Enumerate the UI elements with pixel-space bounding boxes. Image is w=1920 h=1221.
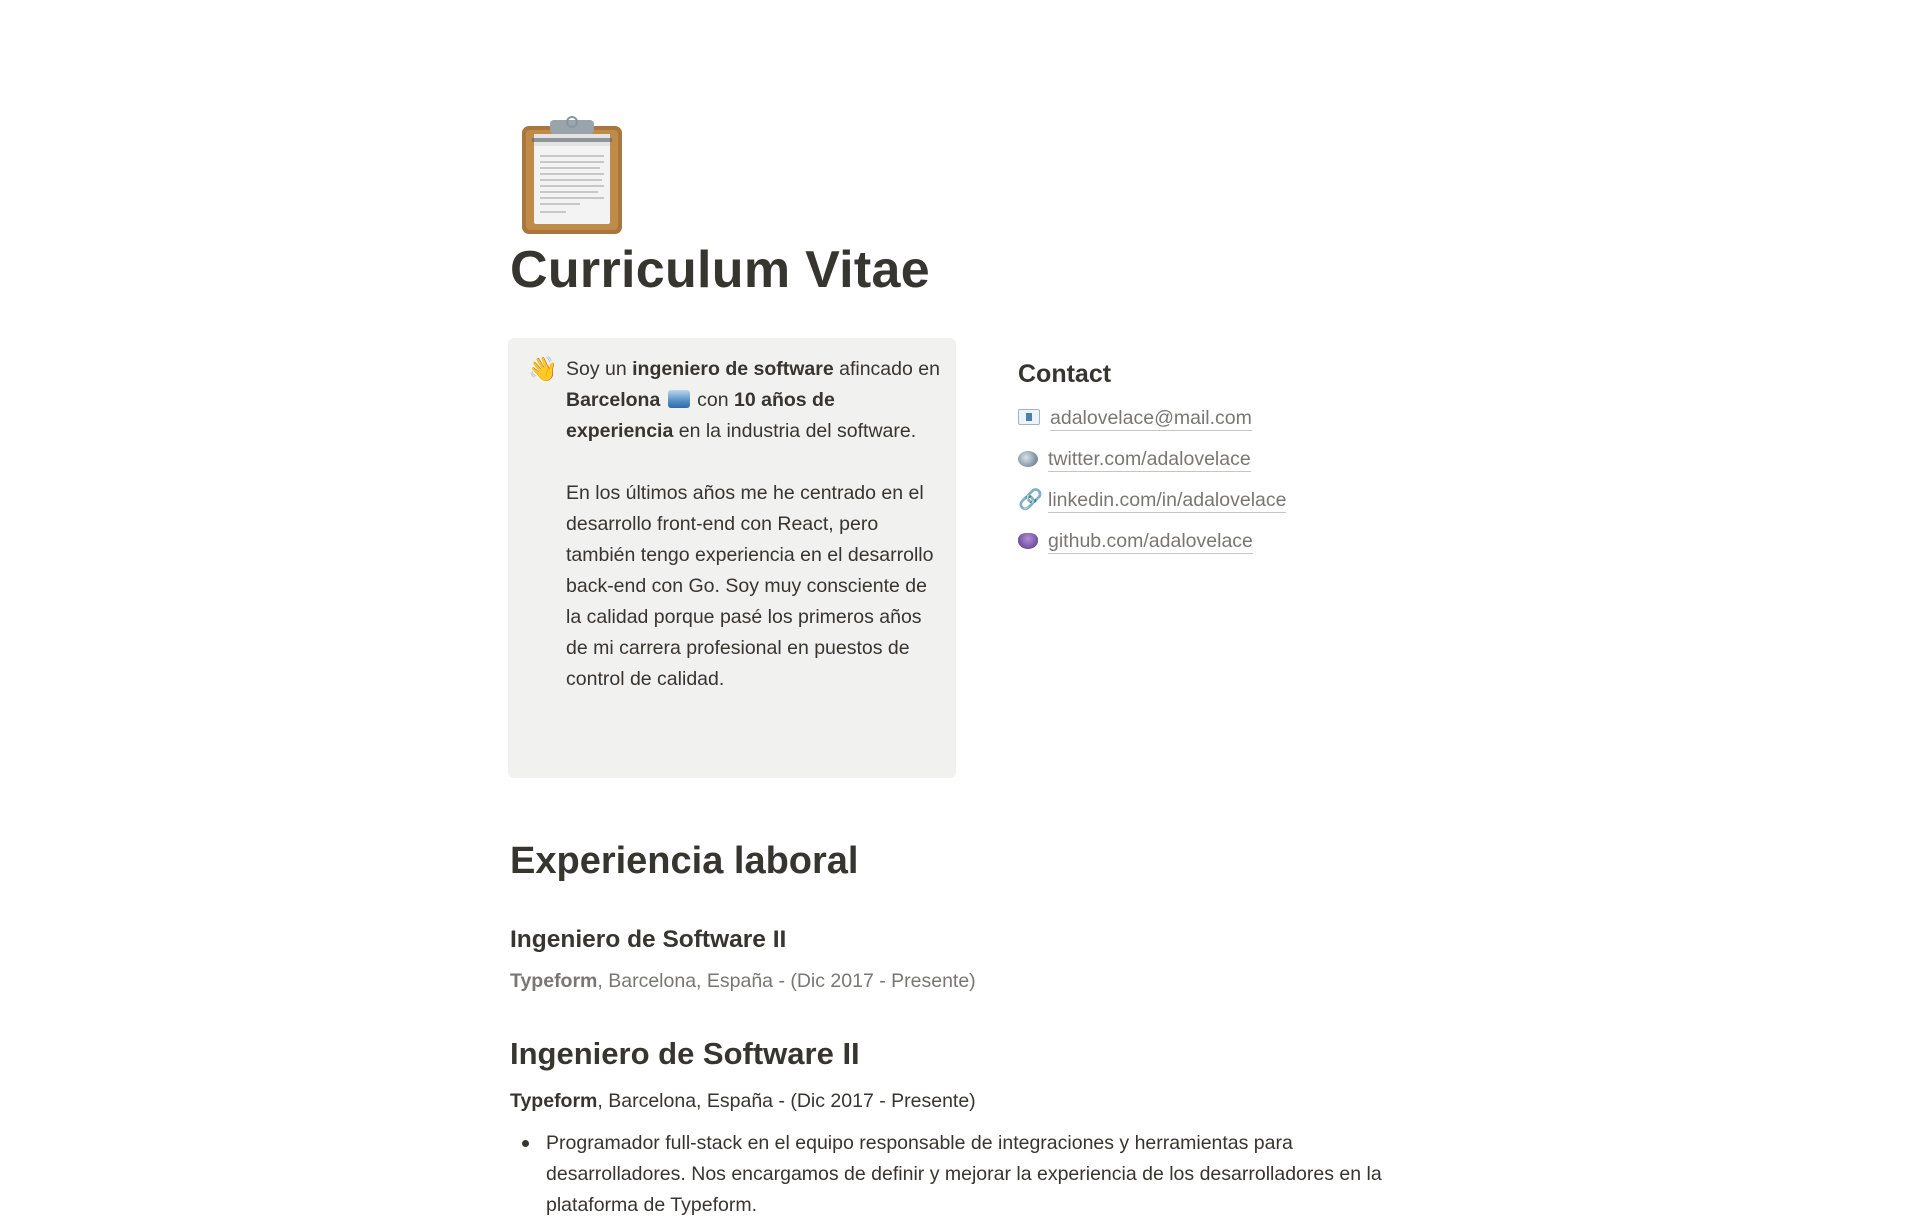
intro-text-3: con [691, 389, 734, 411]
job-details-1: , Barcelona, España - (Dic 2017 - Presente) [597, 970, 976, 992]
page-title[interactable]: Curriculum Vitae [510, 241, 930, 299]
list-item[interactable]: Programador full-stack en el equipo responsable de integraciones y herramientas para desarrolladores. Nos encargamos de definir y mejorar la experiencia de los desarrolladores en la plataforma de Typeform. [510, 1128, 1410, 1221]
contact-section [1018, 360, 1438, 565]
job-title-2[interactable]: Ingeniero de Software II [510, 1036, 860, 1071]
job-details-2: , Barcelona, España - (Dic 2017 - Presente) [597, 1090, 976, 1112]
job-company-2: Typeform [510, 1090, 598, 1112]
job-bullets-2 [510, 1128, 1410, 1221]
intro-text-4: en la industria del software. [673, 420, 917, 442]
bird-icon [1018, 451, 1038, 467]
intro-text-2: afincado en [833, 358, 940, 380]
intro-bold-city: Barcelona [566, 389, 661, 411]
job-meta-2[interactable] [510, 1090, 976, 1113]
envelope-icon [1018, 409, 1040, 425]
contact-twitter [1018, 442, 1438, 483]
linkedin-link[interactable]: linkedin.com/in/adalovelace [1048, 489, 1287, 511]
octopus-icon [1018, 533, 1038, 549]
intro-bold-years: 10 años de experiencia [566, 389, 835, 442]
experience-summary-paragraph: En los últimos años me he centrado en el desarrollo front-end con React, pero también tengo experiencia en el desarrollo back-end con Go. Soy muy consciente de la calidad porque pasé los primeros años de mi carrera profesional en puestos de control de calidad. [566, 482, 934, 690]
contact-linkedin [1018, 483, 1438, 524]
job-title-1[interactable]: Ingeniero de Software II [510, 926, 787, 953]
clipboard-icon[interactable] [520, 116, 624, 236]
twitter-link[interactable]: twitter.com/adalovelace [1048, 448, 1251, 470]
github-link[interactable]: github.com/adalovelace [1048, 530, 1253, 552]
job-meta-1[interactable] [510, 970, 976, 993]
intro-callout[interactable] [508, 338, 956, 778]
callout-text[interactable] [566, 354, 942, 695]
waving-hand-icon[interactable]: 👋 [528, 356, 558, 383]
contact-email [1018, 401, 1438, 442]
intro-bold-role: ingeniero de software [632, 358, 834, 380]
link-icon: 🔗 [1018, 489, 1043, 511]
wave-icon [668, 390, 690, 408]
email-link[interactable]: adalovelace@mail.com [1050, 407, 1252, 429]
intro-text-1: Soy un [566, 358, 633, 380]
experience-heading[interactable]: Experiencia laboral [510, 840, 859, 882]
job-company-1: Typeform [510, 970, 598, 992]
contact-github [1018, 524, 1438, 565]
intro-paragraph [566, 354, 942, 447]
contact-heading: Contact [1018, 360, 1112, 388]
